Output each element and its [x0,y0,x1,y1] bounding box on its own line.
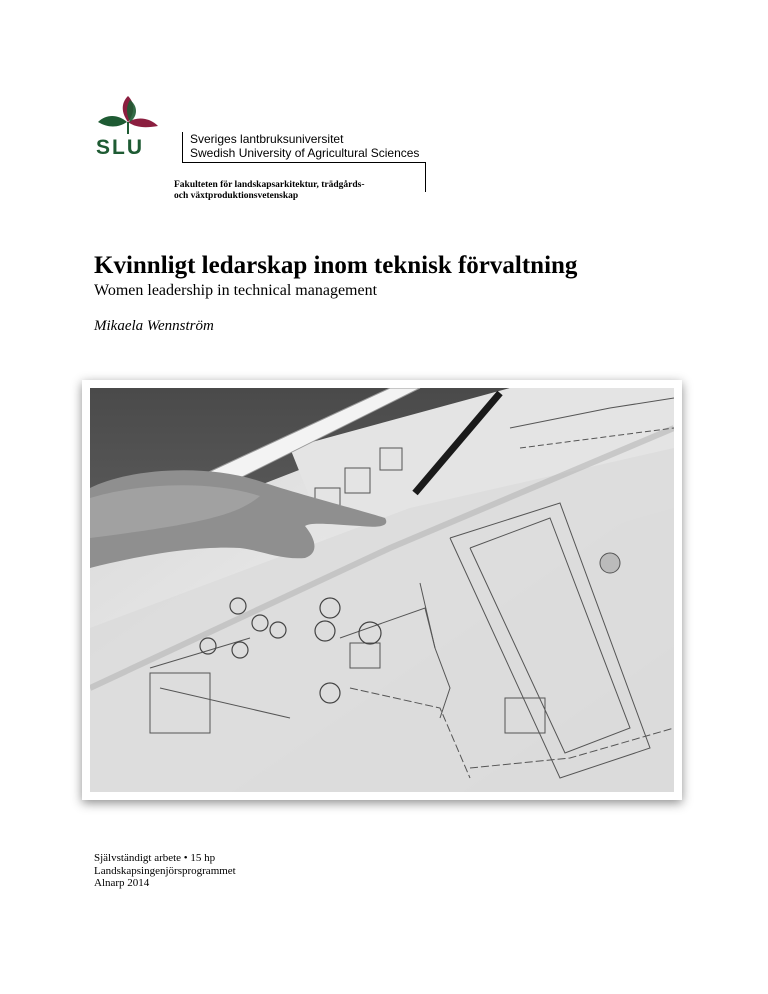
cover-photo-frame [82,380,682,800]
university-rule-vertical [182,132,183,162]
faculty-name [174,180,434,202]
cover-photo-image [90,388,674,792]
document-subtitle: Women leadership in technical management [94,282,378,299]
footer-info [94,852,236,890]
footer-line-2: Landskapsingenjörsprogrammet [94,864,236,877]
footer-line-1: Självständigt arbete • 15 hp [94,852,216,864]
author-name: Mikaela Wennström [94,318,214,334]
university-rule-horizontal [182,162,425,163]
faculty-line-2: och växtproduktionsvetenskap [174,191,299,201]
university-name-english: Swedish University of Agricultural Sciences [190,146,420,160]
slu-logo-text: SLU [96,136,144,159]
footer-line-3: Alnarp 2014 [94,877,150,889]
university-name-swedish: Sveriges lantbruksuniversitet [190,132,344,146]
document-title: Kvinnligt ledarskap inom teknisk förvaltning [94,252,578,279]
faculty-line-1: Fakulteten för landskapsarkitektur, trädgårds- [174,180,365,190]
